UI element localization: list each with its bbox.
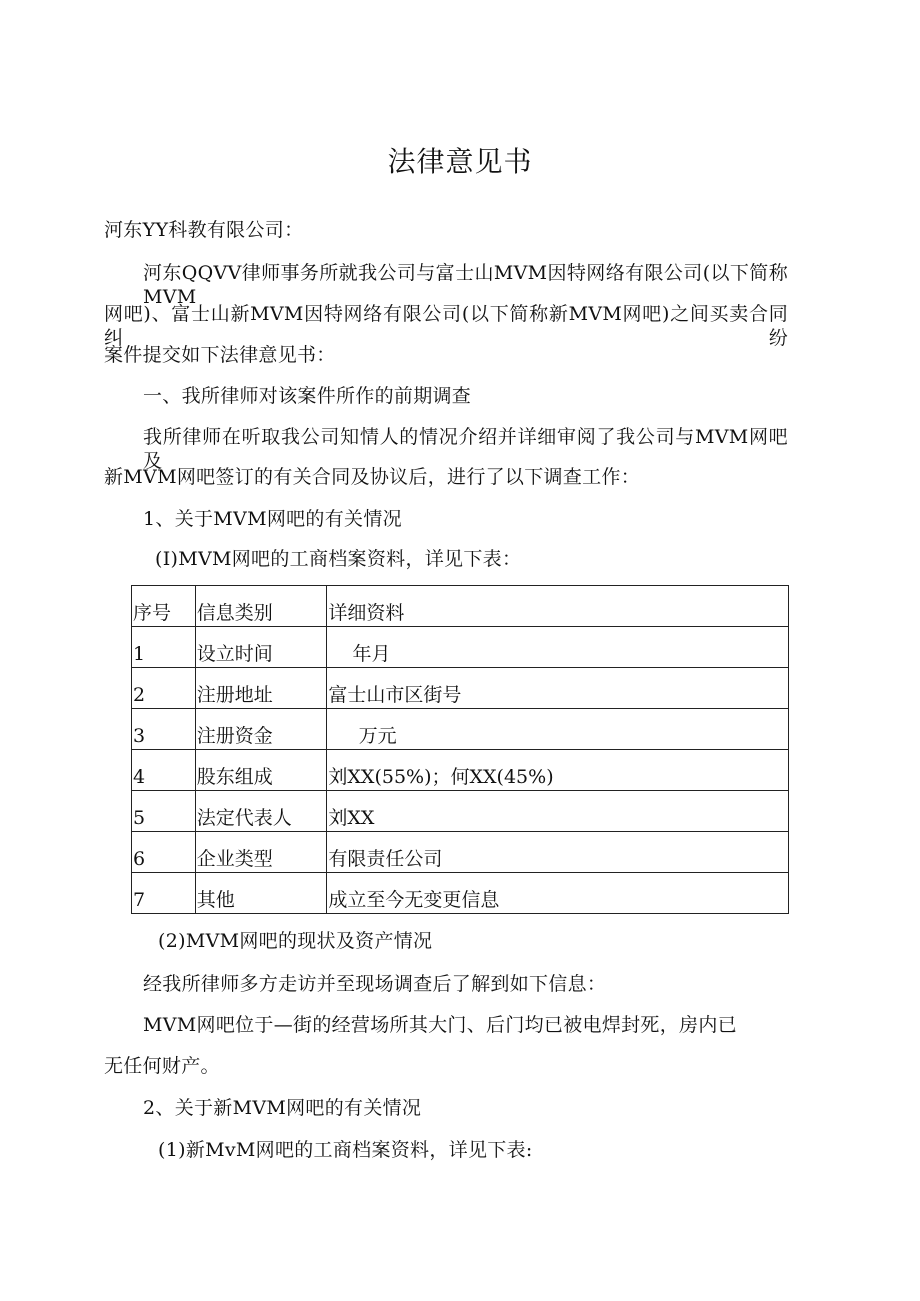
- table-cell: 4: [132, 750, 196, 791]
- table-cell: 1: [132, 627, 196, 668]
- table-header-cell: 详细资料: [327, 586, 789, 627]
- table-cell: 企业类型: [195, 832, 327, 873]
- findings-line-1: MVM网吧位于—街的经营场所其大门、后门均已被电焊封死，房内已: [143, 1014, 737, 1036]
- table-cell: 3: [132, 709, 196, 750]
- table-cell: 6: [132, 832, 196, 873]
- table-cell: 有限责任公司: [327, 832, 789, 873]
- document-title: 法律意见书: [387, 145, 533, 178]
- findings-intro: 经我所律师多方走访并至现场调查后了解到如下信息：: [143, 973, 607, 995]
- sub2-heading: 2、关于新MVM网吧的有关情况: [143, 1097, 422, 1119]
- table-cell: 2: [132, 668, 196, 709]
- table-row: [132, 750, 789, 791]
- intro-line-2: 网吧)、富士山新MVM因特网络有限公司(以下简称新MVM网吧)之间买卖合同纠纷: [104, 303, 788, 349]
- table-header-row: [132, 586, 789, 627]
- table-row: [132, 873, 789, 914]
- section1-heading: 一、我所律师对该案件所作的前期调查: [143, 385, 472, 407]
- table-row: [132, 709, 789, 750]
- table-cell: 注册地址: [195, 668, 327, 709]
- section1-para-line-2: 新MVM网吧签订的有关合同及协议后，进行了以下调查工作：: [104, 466, 641, 488]
- table-cell: 法定代表人: [195, 791, 327, 832]
- table-cell: 股东组成: [195, 750, 327, 791]
- intro-line-3: 案件提交如下法律意见书：: [104, 344, 336, 366]
- table-cell: 刘XX: [327, 791, 789, 832]
- table-header-cell: 序号: [132, 586, 196, 627]
- table-row: [132, 668, 789, 709]
- table-header-cell: 信息类别: [195, 586, 327, 627]
- table-cell: 万元: [327, 709, 789, 750]
- business-records-table: [131, 585, 789, 914]
- sub2-item1: (1)新MvM网吧的工商档案资料，详见下表:: [158, 1139, 533, 1161]
- table-cell: 年月: [327, 627, 789, 668]
- table-row: [132, 791, 789, 832]
- table-cell: 注册资金: [195, 709, 327, 750]
- sub1-item1: (I)MVM网吧的工商档案资料，详见下表：: [155, 548, 522, 570]
- table-cell: 其他: [195, 873, 327, 914]
- section1-para-line-1: 我所律师在听取我公司知情人的情况介绍并详细审阅了我公司与MVM网吧及: [143, 426, 788, 472]
- table-row: [132, 627, 789, 668]
- sub1-heading: 1、关于MVM网吧的有关情况: [143, 508, 402, 530]
- table-row: [132, 832, 789, 873]
- findings-line-2: 无任何财产。: [104, 1055, 220, 1077]
- table-cell: 成立至今无变更信息: [327, 873, 789, 914]
- addressee: 河东YY科教有限公司：: [104, 219, 304, 241]
- table-cell: 富士山市区街号: [327, 668, 789, 709]
- table-cell: 7: [132, 873, 196, 914]
- table-cell: 设立时间: [195, 627, 327, 668]
- table-cell: 刘XX(55%)；何XX(45%): [327, 750, 789, 791]
- sub1-item2: (2)MVM网吧的现状及资产情况: [158, 930, 433, 952]
- intro-line-1: 河东QQVV律师事务所就我公司与富士山MVM因特网络有限公司(以下简称MVM: [143, 262, 788, 308]
- table-cell: 5: [132, 791, 196, 832]
